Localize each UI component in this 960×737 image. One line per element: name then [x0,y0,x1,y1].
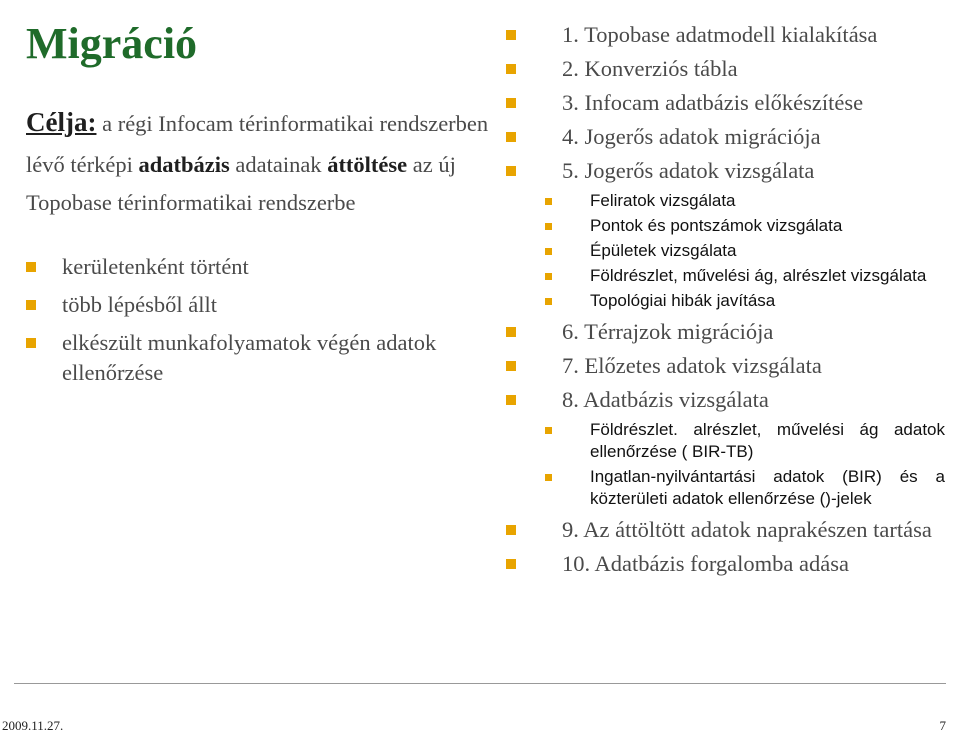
sub-step-label: Épületek vizsgálata [590,241,737,260]
step-item [500,547,945,581]
step-item [500,86,945,120]
sub-step-item [500,190,945,212]
square-bullet-icon [545,427,552,434]
square-bullet-icon [26,338,36,348]
step-item [500,383,945,417]
footer-date: 2009.11.27. [2,718,64,733]
step-item [500,18,945,52]
left-bullet-list [26,252,496,396]
left-bullet-item [26,252,496,283]
square-bullet-icon [506,132,516,142]
square-bullet-icon [506,395,516,405]
step-item [500,120,945,154]
square-bullet-icon [545,298,552,305]
square-bullet-icon [545,474,552,481]
sub-step-item [500,265,945,287]
sub-step-label: Földrészlet. alrészlet, művelési ág adatok ellenőrzése ( BIR-TB) [590,420,945,461]
goal-paragraph [26,100,496,222]
step-item [500,315,945,349]
migration-steps-list [500,18,945,581]
slide-title: Migráció [26,19,198,68]
step-item [500,154,945,188]
goal-text-3: az új Topobase térinformatikai rendszerbe [26,151,456,216]
goal-bold-transfer: áttöltése [327,151,408,177]
step-item [500,513,945,547]
step-item [500,349,945,383]
sub-step-item [500,419,945,463]
sub-step-label: Feliratok vizsgálata [590,191,736,210]
step-label: 6. Térrajzok migrációja [562,319,774,344]
step-label: 5. Jogerős adatok vizsgálata [562,158,815,183]
step-label: 1. Topobase adatmodell kialakítása [562,22,878,47]
footer-divider [14,683,946,684]
goal-bold-database: adatbázis [138,151,230,177]
sub-step-item [500,466,945,510]
square-bullet-icon [506,166,516,176]
step-label: 10. Adatbázis forgalomba adása [562,551,849,576]
left-bullet-text: több lépésből állt [62,291,217,317]
left-bullet-text: kerületenként történt [62,254,249,279]
sub-step-label: Topológiai hibák javítása [590,291,776,310]
sub-step-label: Földrészlet, művelési ág, alrészlet vizsgálata [590,266,927,285]
step-label: 2. Konverziós tábla [562,56,738,81]
goal-label: Célja: [26,107,97,137]
square-bullet-icon [506,361,516,371]
sub-step-label: Pontok és pontszámok vizsgálata [590,216,843,235]
step-label: 7. Előzetes adatok vizsgálata [562,353,822,378]
square-bullet-icon [545,273,552,280]
sub-step-item [500,215,945,237]
square-bullet-icon [26,262,36,272]
step-item [500,52,945,86]
square-bullet-icon [506,64,516,74]
sub-step-item [500,290,945,312]
left-bullet-item [26,290,496,321]
goal-text-1: a régi Infocam térinformatikai rendszerben lévő térképi [26,111,489,177]
square-bullet-icon [506,98,516,108]
square-bullet-icon [506,525,516,535]
square-bullet-icon [545,223,552,230]
square-bullet-icon [506,559,516,569]
sub-step-label: Ingatlan-nyilvántartási adatok (BIR) és a közterületi adatok ellenőrzése ()-jelek [590,467,945,508]
square-bullet-icon [545,248,552,255]
square-bullet-icon [545,198,552,205]
square-bullet-icon [26,300,36,310]
step-label: 8. Adatbázis vizsgálata [562,387,769,412]
square-bullet-icon [506,30,516,40]
left-bullet-text: elkészült munkafolyamatok végén adatok ellenőrzése [62,329,437,386]
step-label: 3. Infocam adatbázis előkészítése [562,90,864,115]
step-label: 9. Az áttöltött adatok naprakészen tartása [562,517,932,542]
sub-step-item [500,240,945,262]
step-label: 4. Jogerős adatok migrációja [562,124,821,149]
square-bullet-icon [506,327,516,337]
page-number: 7 [939,718,946,733]
left-bullet-item [26,328,496,390]
goal-text-2: adatainak [229,151,328,177]
